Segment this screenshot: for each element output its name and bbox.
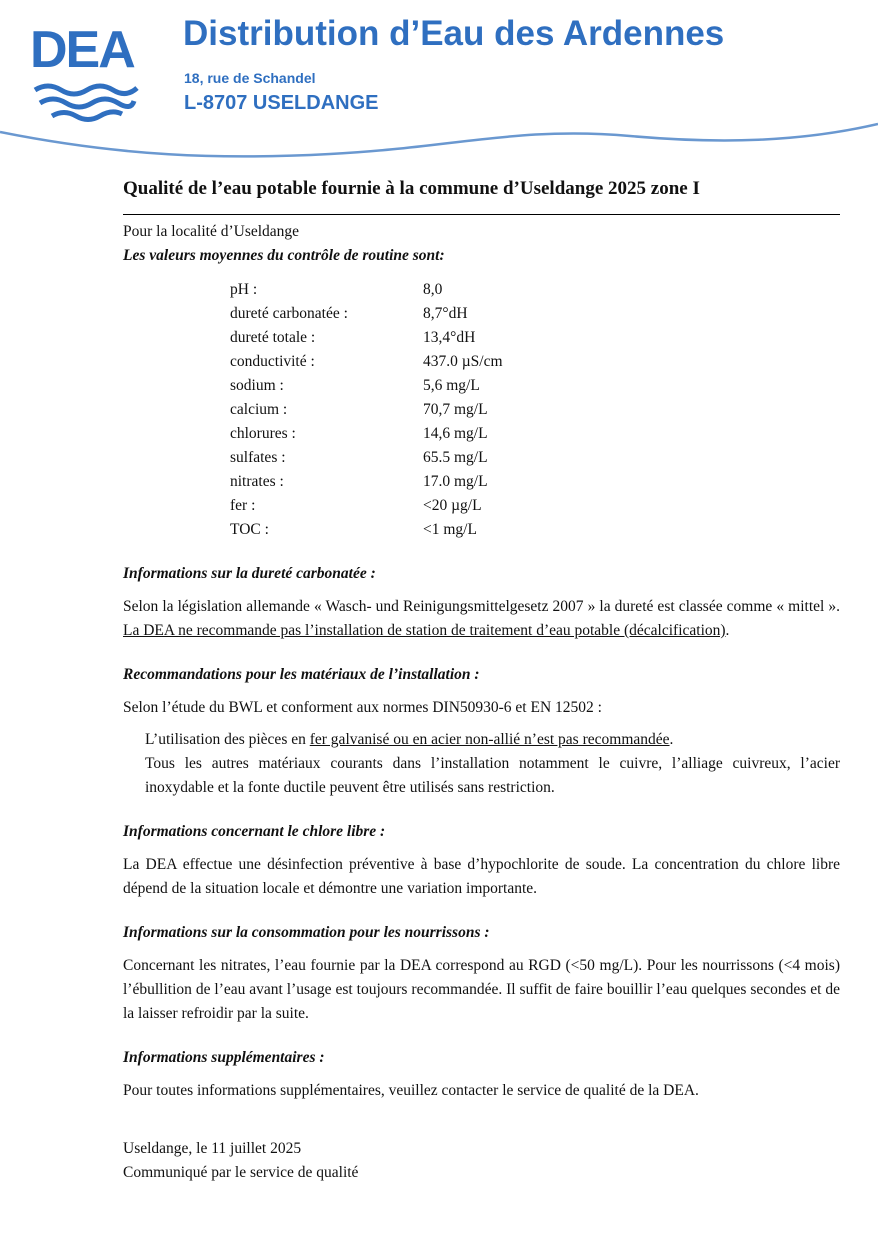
materials-warning: fer galvanisé ou en acier non-allié n’est pas recommandée: [309, 731, 670, 748]
chlorine-heading: Informations concernant le chlore libre :: [123, 823, 386, 840]
hardness-heading: Informations sur la dureté carbonatée :: [123, 565, 376, 582]
hardness-paragraph: Selon la législation allemande « Wasch- und Reinigungsmittelgesetz 2007 » la dureté est classée comme « mittel ». La DEA ne recommande pas l’installation de station de traitement d’eau potable (décalcification).: [123, 598, 840, 639]
chlorine-paragraph: La DEA effectue une désinfection préventive à base d’hypochlorite de soude. La concentration du chlore libre dépend de la situation locale et démontre une variation importante.: [123, 856, 840, 897]
parameter-value: <20 µg/L: [423, 497, 482, 514]
parameter-name: dureté carbonatée :: [230, 305, 348, 322]
parameter-name: pH :: [230, 281, 258, 298]
parameter-row: [230, 302, 503, 326]
parameter-row: [230, 398, 503, 422]
logo-waves-icon: [30, 20, 142, 128]
parameter-value: 5,6 mg/L: [423, 377, 480, 394]
hardness-recommendation: La DEA ne recommande pas l’installation de station de traitement d’eau potable (décalcification): [123, 622, 726, 639]
parameter-value: 65.5 mg/L: [423, 449, 488, 466]
parameter-name: calcium :: [230, 401, 288, 418]
parameter-row: [230, 422, 503, 446]
logo-text: DEA: [30, 21, 134, 79]
parameter-name: conductivité :: [230, 353, 315, 370]
communique-line: Communiqué par le service de qualité: [123, 1164, 359, 1181]
document-title: Qualité de l’eau potable fournie à la commune d’Useldange 2025 zone I: [123, 176, 840, 215]
parameter-value: 437.0 µS/cm: [423, 353, 503, 370]
letterhead: [0, 0, 878, 165]
parameter-name: chlorures :: [230, 425, 296, 442]
hardness-text: Selon la législation allemande « Wasch- und Reinigungsmittelgesetz 2007 » la dureté est classée comme « mittel ».: [123, 598, 840, 615]
parameter-row: [230, 494, 503, 518]
parameter-row: [230, 470, 503, 494]
parameter-row: [230, 278, 503, 302]
parameter-name: sodium :: [230, 377, 284, 394]
locality-line: Pour la localité d’Useldange: [123, 223, 300, 240]
additional-heading: Informations supplémentaires :: [123, 1049, 325, 1066]
parameter-value: 17.0 mg/L: [423, 473, 488, 490]
org-street: 18, rue de Schandel: [184, 70, 316, 86]
materials-intro: Selon l’étude du BWL et conforment aux normes DIN50930-6 et EN 12502 :: [123, 699, 602, 716]
document-body: [123, 176, 840, 1185]
materials-line-1: L’utilisation des pièces en fer galvanisé ou en acier non-allié n’est pas recommandée.: [145, 731, 674, 748]
parameter-name: TOC :: [230, 521, 269, 538]
org-name: Distribution d’Eau des Ardennes: [183, 14, 725, 53]
parameter-name: sulfates :: [230, 449, 286, 466]
org-city: L-8707 USELDANGE: [184, 92, 379, 114]
parameters-table: [230, 278, 503, 542]
infants-heading: Informations sur la consommation pour les nourrissons :: [123, 924, 490, 941]
parameter-value: 14,6 mg/L: [423, 425, 488, 442]
parameter-value: 8,0: [423, 281, 443, 298]
parameter-name: nitrates :: [230, 473, 284, 490]
parameter-row: [230, 350, 503, 374]
parameter-row: [230, 326, 503, 350]
parameter-value: 8,7°dH: [423, 305, 468, 322]
parameter-value: 70,7 mg/L: [423, 401, 488, 418]
parameter-name: dureté totale :: [230, 329, 316, 346]
parameter-value: <1 mg/L: [423, 521, 477, 538]
materials-line-2: Tous les autres matériaux courants dans l’installation notamment le cuivre, l’alliage cuivreux, l’acier inoxydable et la fonte ductile peuvent être utilisés sans restriction.: [145, 755, 840, 796]
parameter-row: [230, 374, 503, 398]
header-wave-divider: [0, 118, 878, 163]
parameter-row: [230, 446, 503, 470]
parameter-name: fer :: [230, 497, 256, 514]
parameter-value: 13,4°dH: [423, 329, 476, 346]
parameter-row: [230, 518, 503, 542]
averages-heading: Les valeurs moyennes du contrôle de routine sont:: [123, 247, 445, 264]
materials-heading: Recommandations pour les matériaux de l’installation :: [123, 666, 480, 683]
dea-logo: [30, 20, 142, 128]
infants-paragraph: Concernant les nitrates, l’eau fournie par la DEA correspond au RGD (<50 mg/L). Pour les nourrissons (<4 mois) l’ébullition de l’eau avant l’usage est toujours recommandée. Il suffit de faire bouillir l’eau quelques secondes et de la laisser refroidir par la suite.: [123, 957, 840, 1022]
additional-paragraph: Pour toutes informations supplémentaires, veuillez contacter le service de qualité de la DEA.: [123, 1082, 699, 1099]
place-date: Useldange, le 11 juillet 2025: [123, 1140, 302, 1157]
materials-details: [145, 728, 840, 800]
